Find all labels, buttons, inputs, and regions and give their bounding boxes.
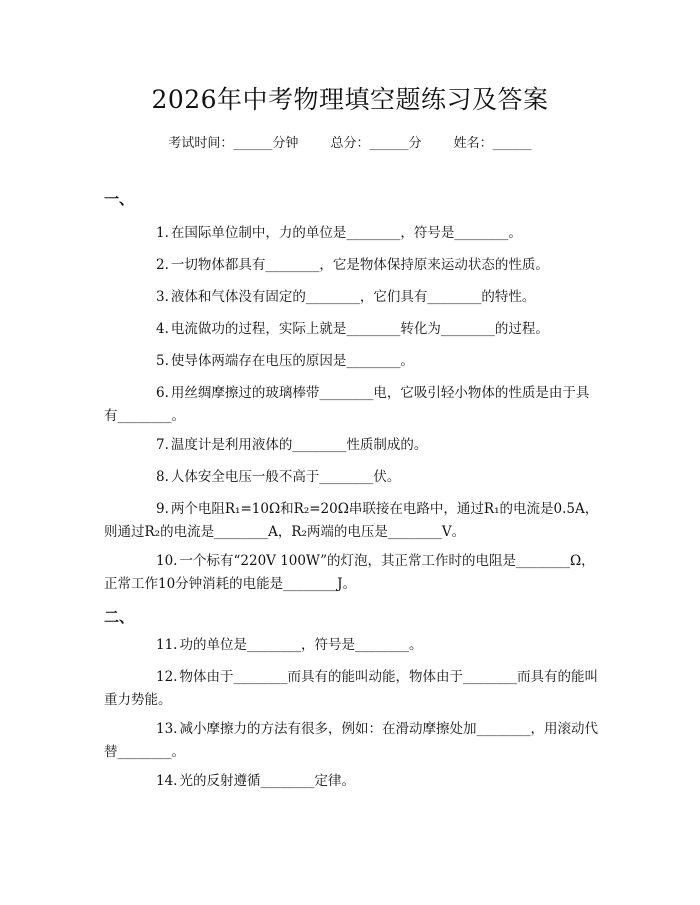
question-item [104, 434, 602, 457]
question-text: 液体和气体没有固定的________，它们具有________的特性。 [170, 289, 536, 305]
question-item [104, 634, 602, 657]
page-title: 2026年中考物理填空题练习及答案 [151, 85, 549, 114]
question-item [104, 466, 602, 489]
question-number: 6. [156, 385, 169, 401]
question-item [104, 666, 602, 712]
question-number: 4. [156, 321, 169, 337]
question-item [104, 770, 602, 793]
question-text: 人体安全电压一般不高于________伏。 [170, 469, 401, 485]
exam-time-field: 考试时间：______分钟 [168, 136, 299, 151]
question-number: 1. [156, 225, 169, 241]
question-text: 在国际单位制中，力的单位是________，符号是________。 [170, 225, 522, 241]
question-item [104, 382, 602, 428]
question-text: 使导体两端存在电压的原因是________。 [170, 353, 414, 369]
question-text: 光的反射遵循________定律。 [179, 773, 355, 789]
question-item [104, 222, 602, 245]
question-text: 一切物体都具有________，它是物体保持原来运动状态的性质。 [170, 257, 549, 273]
question-number: 7. [156, 437, 169, 453]
question-text: 物体由于________而具有的能叫动能，物体由于________而具有的能叫重力势能。 [104, 669, 598, 708]
question-text: 一个标有“220V 100W”的灯泡，其正常工作时的电阻是________Ω，正常工作10分钟消耗的电能是________J。 [104, 553, 595, 592]
section-heading-2: 二、 [104, 608, 135, 626]
question-item [104, 718, 602, 764]
question-number: 14. [156, 773, 178, 789]
question-item [104, 550, 602, 596]
question-text: 用丝绸摩擦过的玻璃棒带________电，它吸引轻小物体的性质是由于具有________。 [104, 385, 590, 424]
question-number: 2. [156, 257, 169, 273]
question-number: 11. [156, 637, 178, 653]
exam-meta [0, 132, 700, 151]
question-number: 3. [156, 289, 169, 305]
question-number: 12. [156, 669, 178, 685]
question-number: 9. [156, 501, 169, 517]
question-item [104, 286, 602, 309]
question-text: 减小摩擦力的方法有很多，例如：在滑动摩擦处加________，用滚动代替________。 [104, 721, 598, 760]
question-text: 两个电阻R₁=10Ω和R₂=20Ω串联接在电路中，通过R₁的电流是0.5A，则通过R₂的电流是________A，R₂两端的电压是________V。 [104, 501, 599, 540]
section-heading-1: 一、 [104, 190, 135, 208]
question-text: 温度计是利用液体的________性质制成的。 [170, 437, 428, 453]
total-score-field: 总分：______分 [330, 136, 422, 151]
question-text: 电流做功的过程，实际上就是________转化为________的过程。 [170, 321, 549, 337]
question-number: 8. [156, 469, 169, 485]
question-item [104, 350, 602, 373]
student-name-field: 姓名：______ [453, 136, 532, 151]
question-item [104, 498, 602, 544]
question-number: 13. [156, 721, 178, 737]
question-item [104, 254, 602, 277]
question-number: 10. [156, 553, 178, 569]
question-item [104, 318, 602, 341]
question-text: 功的单位是________，符号是________。 [179, 637, 423, 653]
question-number: 5. [156, 353, 169, 369]
